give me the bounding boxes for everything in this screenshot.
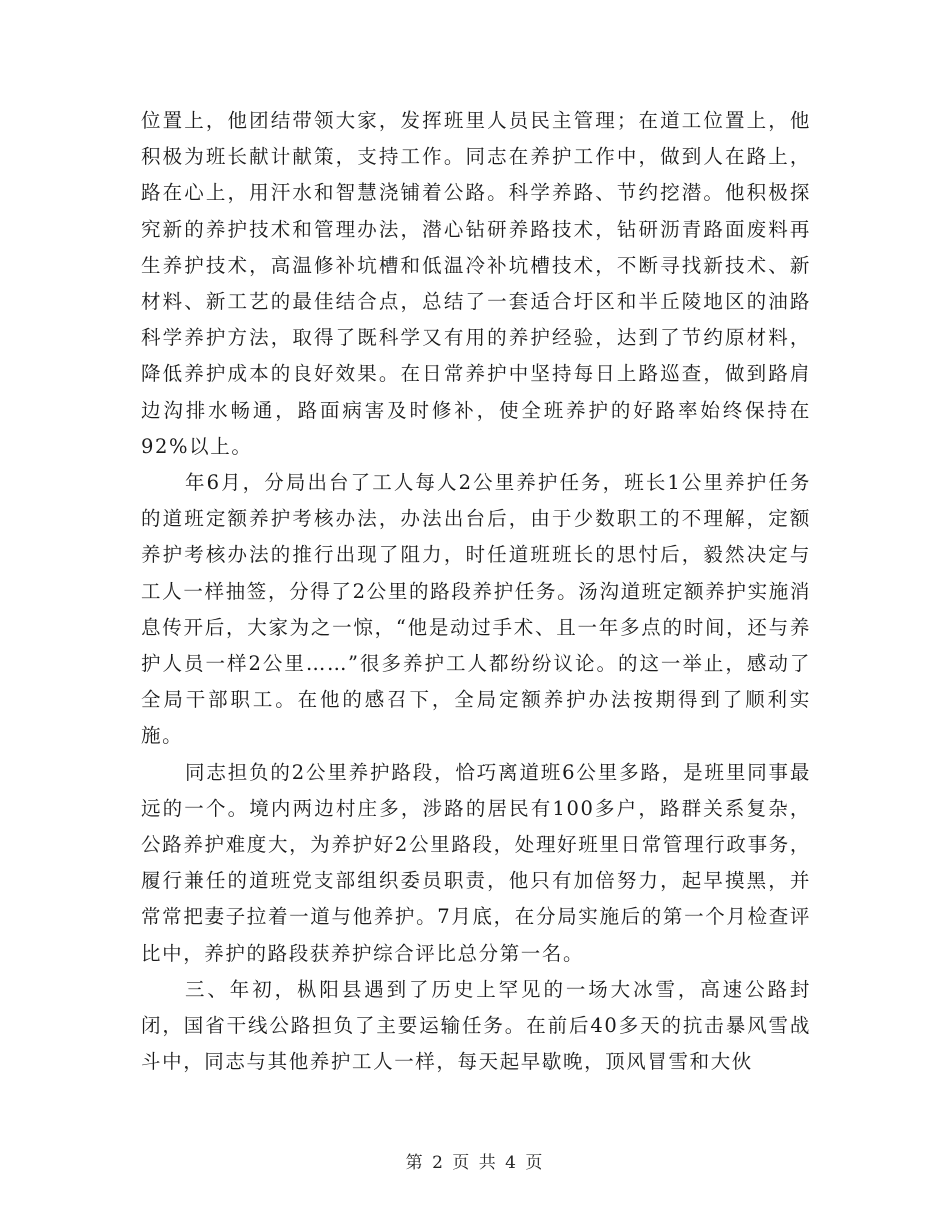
page-footer: 第 2 页 共 4 页 — [405, 1153, 545, 1173]
paragraph-1: 位置上，他团结带领大家，发挥班里人员民主管理；在道工位置上，他积极为班长献计献策，支持工作。同志在养护工作中，做到人在路上，路在心上，用汗水和智慧浇铺着公路。科学养路、节约挖潜。他积极探究新的养护技术和管理办法，潜心钻研养路技术，钻研沥青路面废料再生养护技术，高温修补坑槽和低温冷补坑槽技术，不断寻找新技术、新材料、新工艺的最佳结合点，总结了一套适合圩区和半丘陵地区的油路科学养护方法，取得了既科学又有用的养护经验，达到了节约原材料，降低养护成本的良好效果。在日常养护中坚持每日上路巡查，做到路肩边沟排水畅通，路面病害及时修补，使全班养护的好路率始终保持在92%以上。 — [141, 109, 811, 458]
document-body — [141, 103, 811, 1080]
paragraph-4: 三、年初，枞阳县遇到了历史上罕见的一场大冰雪，高速公路封闭，国省干线公路担负了主要运输任务。在前后40多天的抗击暴风雪战斗中，同志与其他养护工人一样，每天起早歇晚，顶风冒雪和大伙 — [141, 977, 811, 1074]
paragraph-2: 年6月，分局出台了工人每人2公里养护任务，班长1公里养护任务的道班定额养护考核办法，办法出台后，由于少数职工的不理解，定额养护考核办法的推行出现了阻力，时任道班班长的思忖后，毅然决定与工人一样抽签，分得了2公里的路段养护任务。汤沟道班定额养护实施消息传开后，大家为之一惊，“他是动过手术、且一年多点的时间，还与养护人员一样2公里……”很多养护工人都纷纷议论。的这一举止，感动了全局干部职工。在他的感召下，全局定额养护办法按期得到了顺利实施。 — [141, 471, 811, 748]
paragraph-3: 同志担负的2公里养护路段，恰巧离道班6公里多路，是班里同事最远的一个。境内两边村庄多，涉路的居民有100多户，路群关系复杂，公路养护难度大，为养护好2公里路段，处理好班里日常管理行政事务，履行兼任的道班党支部组织委员职责，他只有加倍努力，起早摸黑，并常常把妻子拉着一道与他养护。7月底，在分局实施后的第一个月检查评比中，养护的路段获养护综合评比总分第一名。 — [141, 760, 811, 965]
